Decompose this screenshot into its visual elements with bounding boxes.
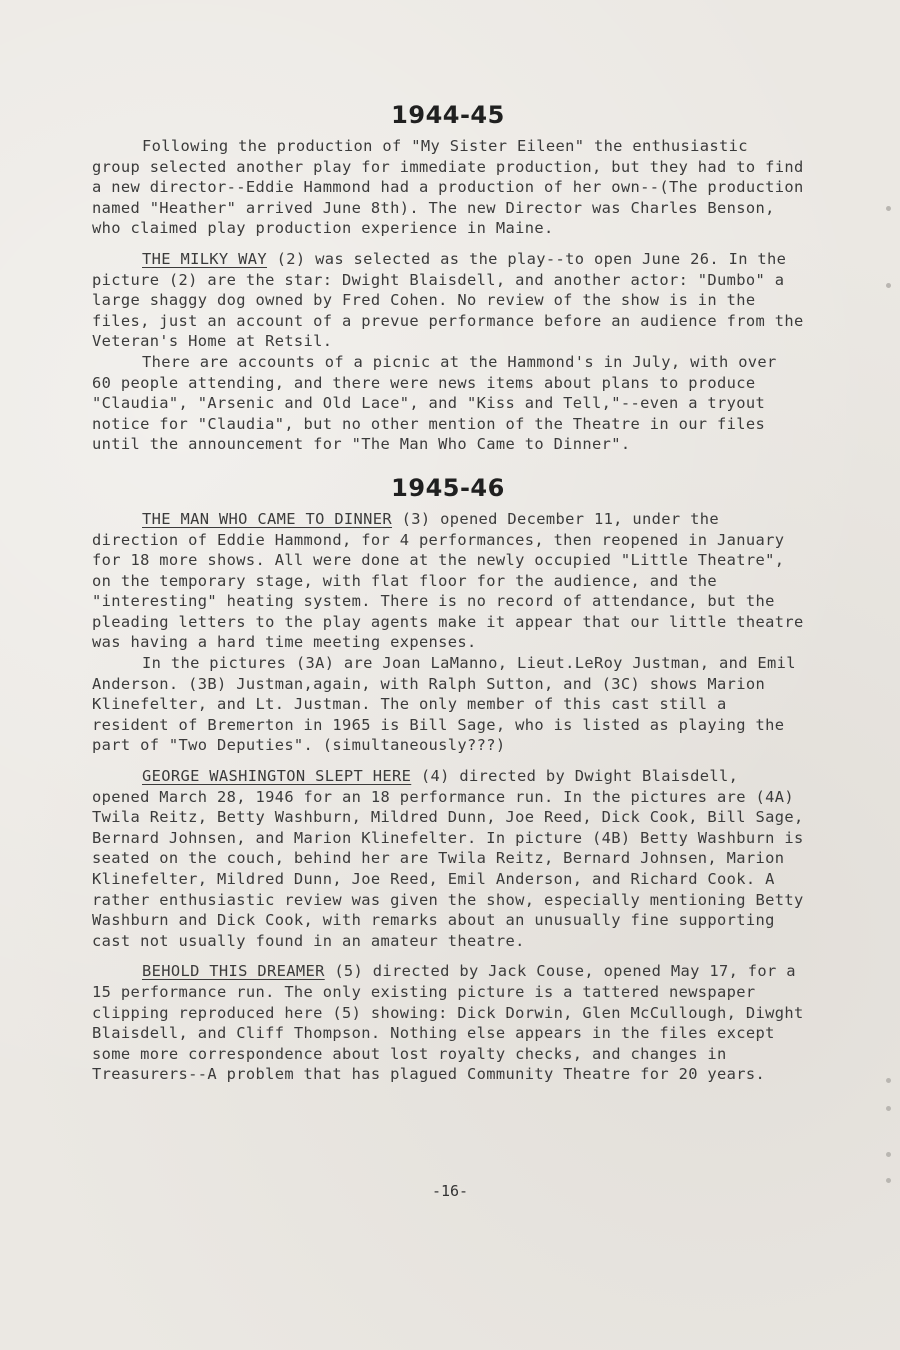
paragraph-man-who-came (92, 509, 804, 653)
paragraph-milky-way (92, 249, 804, 352)
paragraph-picnic (92, 352, 804, 455)
section-heading-1944-45: 1944-45 (391, 101, 505, 129)
binding-hole-mark (886, 1152, 891, 1157)
paragraph-text: (5) directed by Jack Couse, opened May 17, for a 15 performance run. The only existing picture is a tattered newspaper clipping reproduced here (5) showing: Dick Dorwin, Glen McCullough, Diwght Blaisdell, and Cliff Thompson. Nothing else appears in the files except some more correspondence about lost royalty checks, and changes in Treasurers--A problem that has plagued Community Theatre for 20 years. (92, 962, 804, 1084)
play-title-milky-way: THE MILKY WAY (142, 249, 268, 268)
play-title-man-who-came-to-dinner: THE MAN WHO CAME TO DINNER (142, 509, 393, 528)
paragraph-text: (2) was selected as the play--to open June 26. In the picture (2) are the star: Dwight Blaisdell, and another actor: "Dumbo" a large shaggy dog owned by Fred Cohen. No review of the show is in the files, just an account of a prevue performance before an audience from the Veteran's Home at Retsil. (92, 249, 804, 351)
binding-hole-mark (886, 206, 891, 211)
section-heading-1945-46: 1945-46 (391, 473, 505, 502)
paragraph-behold-this-dreamer (92, 961, 804, 1085)
paragraph-text: (3) opened December 11, under the direction of Eddie Hammond, for 4 performances, then reopened in January for 18 more shows. All were done at the newly occupied "Little Theatre", on the temporary stage, with flat floor for the audience, and the "interesting" heating system. There is no record of attendance, but the pleading letters to the play agents make it appear that our little theatre was having a hard time meeting expenses. (92, 509, 804, 652)
paragraph-text: There are accounts of a picnic at the Hammond's in July, with over 60 people attending, and there were news items about plans to produce "Claudia", "Arsenic and Old Lace", and "Kiss and Tell,"--even a tryout notice for "Claudia", but no other mention of the Theatre in our files until the announcement for "The Man Who Came to Dinner". (92, 352, 777, 454)
binding-hole-mark (886, 1106, 891, 1111)
paragraph-text: (4) directed by Dwight Blaisdell, opened March 28, 1946 for an 18 performance run. In the pictures are (4A) Twila Reitz, Betty Washburn, Mildred Dunn, Joe Reed, Dick Cook, Bill Sage, Bernard Johnsen, and Marion Klinefelter. In picture (4B) Betty Washburn is seated on the couch, behind her are Twila Reitz, Bernard Johnsen, Marion Klinefelter, Mildred Dunn, Joe Reed, Emil Anderson, and Richard Cook. A rather enthusiastic review was given the show, especially mentioning Betty Washburn and Dick Cook, with remarks about an unusually fine supporting cast not usually found in an amateur theatre. (92, 767, 804, 950)
binding-hole-mark (886, 1078, 891, 1083)
paragraph-george-washington (92, 766, 804, 951)
binding-hole-mark (886, 283, 891, 288)
paragraph-text: Following the production of "My Sister Eileen" the enthusiastic group selected another play for immediate production, but they had to find a new director--Eddie Hammond had a production of her own--(The production named "Heather" arrived June 8th). The new Director was Charles Benson, who claimed play production experience in Maine. (92, 137, 804, 238)
binding-hole-mark (886, 1178, 891, 1183)
play-title-george-washington-slept-here: GEORGE WASHINGTON SLEPT HERE (142, 767, 412, 786)
text-column (92, 100, 804, 1085)
play-title-behold-this-dreamer: BEHOLD THIS DREAMER (142, 962, 325, 981)
paragraph-intro (92, 136, 804, 239)
paragraph-text: In the pictures (3A) are Joan LaManno, Lieut.LeRoy Justman, and Emil Anderson. (3B) Justman,again, with Ralph Sutton, and (3C) shows Marion Klinefelter, and Lt. Justman. The only member of this cast still a resident of Bremerton in 1965 is Bill Sage, who is listed as playing the part of "Two Deputies". (simultaneously???) (92, 654, 796, 755)
paragraph-pictures-3 (92, 653, 804, 756)
page-number: -16- (431, 1182, 469, 1200)
